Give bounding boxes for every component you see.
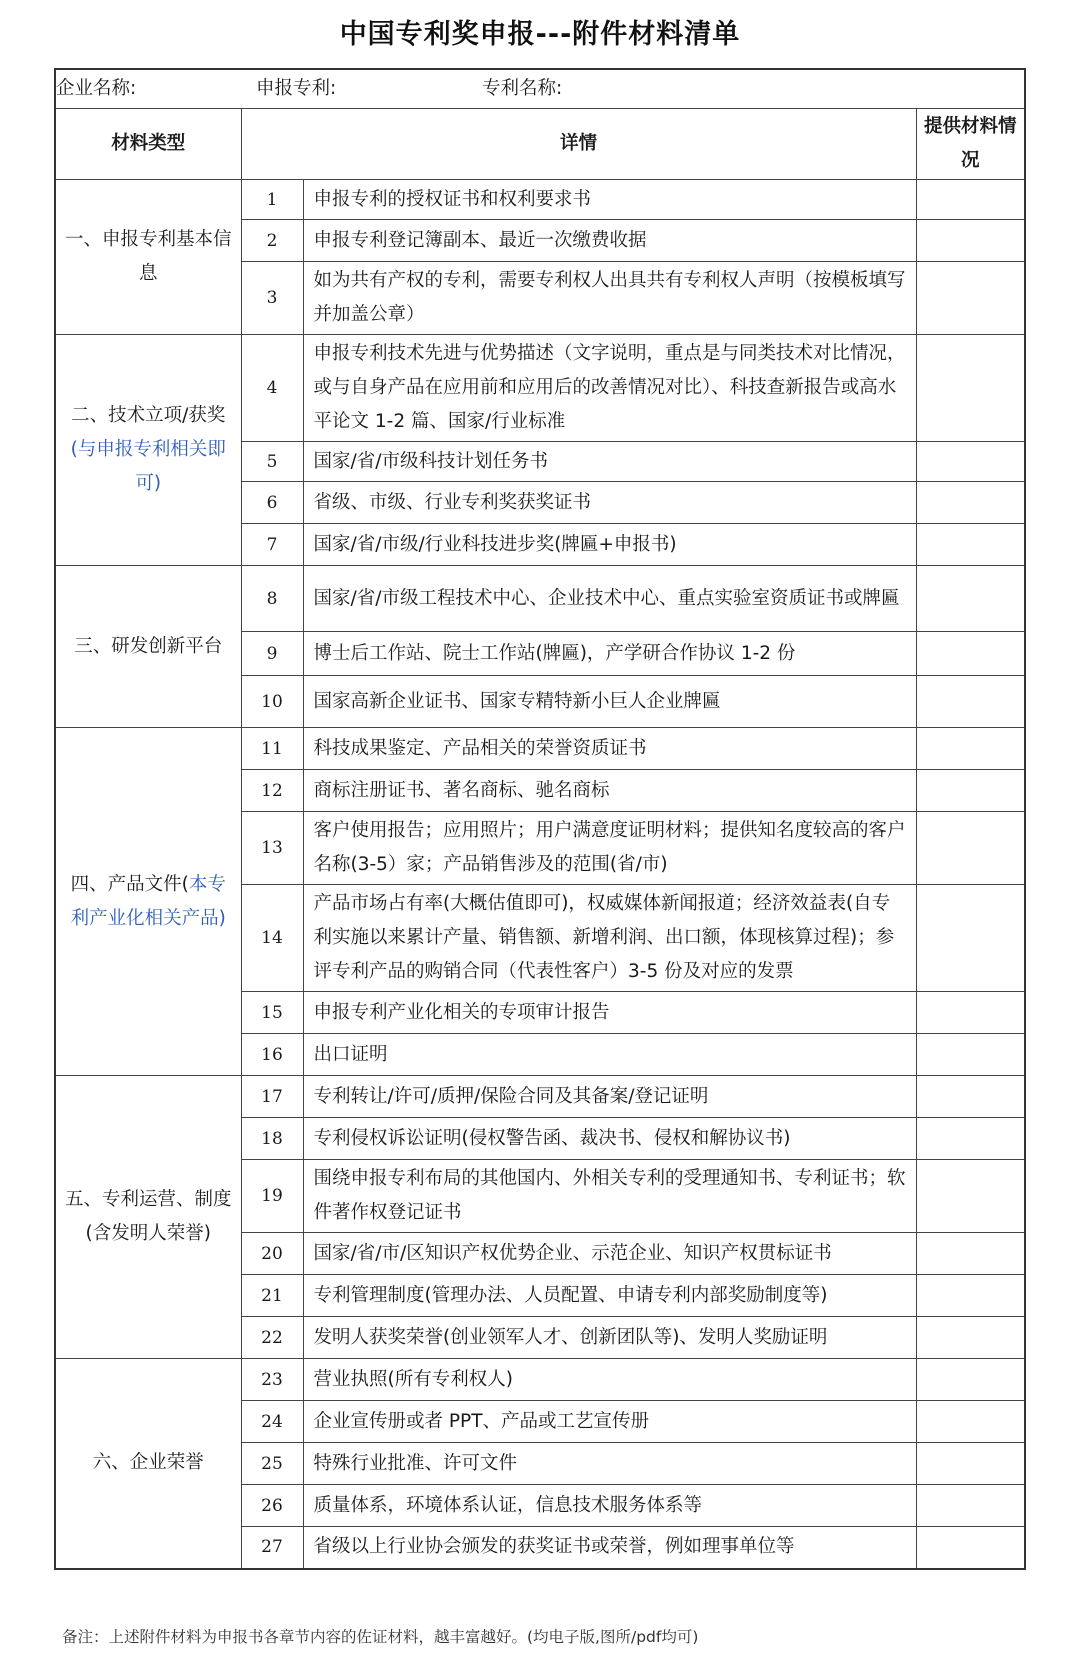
provided-status-cell[interactable] [916,1317,1025,1359]
item-number: 18 [241,1118,303,1160]
category-note: (与申报专利相关即可 [70,439,226,494]
category-note-tail: ) [218,907,226,929]
table-row [55,728,1025,770]
item-number: 13 [241,812,303,885]
category-note: 本专利产业化相关产品 [70,873,226,929]
item-detail: 质量体系，环境体系认证，信息技术服务体系等 [303,1485,916,1527]
category-cell [55,728,241,1076]
category-note-tail: ) [153,473,162,494]
provided-status-cell[interactable] [916,335,1025,442]
table-row [55,566,1025,632]
item-number: 20 [241,1233,303,1275]
item-number: 22 [241,1317,303,1359]
item-number: 3 [241,262,303,335]
item-number: 12 [241,770,303,812]
provided-status-cell[interactable] [916,1275,1025,1317]
provided-status-cell[interactable] [916,1527,1025,1569]
item-detail: 客户使用报告；应用照片；用户满意度证明材料；提供知名度较高的客户名称(3-5）家；产品销售涉及的范围(省/市) [303,812,916,885]
item-number: 24 [241,1401,303,1443]
item-detail: 专利管理制度(管理办法、人员配置、申请专利内部奖励制度等) [303,1275,916,1317]
provided-status-cell[interactable] [916,676,1025,728]
provided-status-cell[interactable] [916,262,1025,335]
page-title: 中国专利奖申报---附件材料清单 [339,19,741,50]
provided-status-cell[interactable] [916,1359,1025,1401]
category-cell [55,1076,241,1359]
item-detail: 围绕申报专利布局的其他国内、外相关专利的受理通知书、专利证书；软件著作权登记证书 [303,1160,916,1233]
item-detail: 省级以上行业协会颁发的获奖证书或荣誉，例如理事单位等 [303,1527,916,1569]
table-row [55,335,1025,442]
category-label: 五、专利运营、制度(含发明人荣誉) [64,1189,232,1244]
item-detail: 企业宣传册或者 PPT、产品或工艺宣传册 [303,1401,916,1443]
item-detail: 特殊行业批准、许可文件 [303,1443,916,1485]
category-cell [55,180,241,335]
item-detail: 商标注册证书、著名商标、驰名商标 [303,770,916,812]
item-detail: 国家高新企业证书、国家专精特新小巨人企业牌匾 [303,676,916,728]
provided-status-cell[interactable] [916,812,1025,885]
item-number: 4 [241,335,303,442]
item-detail: 科技成果鉴定、产品相关的荣誉资质证书 [303,728,916,770]
item-detail: 博士后工作站、院士工作站(牌匾)，产学研合作协议 1-2 份 [303,632,916,676]
provided-status-cell[interactable] [916,1160,1025,1233]
footnote: 备注：上述附件材料为申报书各章节内容的佐证材料，越丰富越好。(均电子版,图所/pdf均可) [62,1628,699,1646]
category-label: 三、研发创新平台 [74,635,223,657]
item-detail: 省级、市级、行业专利奖获奖证书 [303,482,916,524]
provided-status-cell[interactable] [916,770,1025,812]
item-number: 6 [241,482,303,524]
provided-status-cell[interactable] [916,1485,1025,1527]
item-number: 15 [241,992,303,1034]
item-detail: 专利侵权诉讼证明(侵权警告函、裁决书、侵权和解协议书) [303,1118,916,1160]
item-detail: 申报专利产业化相关的专项审计报告 [303,992,916,1034]
item-number: 25 [241,1443,303,1485]
header-detail: 详情 [241,109,916,180]
info-row [55,69,1025,109]
item-number: 16 [241,1034,303,1076]
item-detail: 申报专利登记簿副本、最近一次缴费收据 [303,220,916,262]
provided-status-cell[interactable] [916,482,1025,524]
item-number: 5 [241,442,303,482]
item-number: 21 [241,1275,303,1317]
item-number: 14 [241,885,303,992]
item-number: 26 [241,1485,303,1527]
provided-status-cell[interactable] [916,992,1025,1034]
item-detail: 国家/省/市/区知识产权优势企业、示范企业、知识产权贯标证书 [303,1233,916,1275]
provided-status-cell[interactable] [916,566,1025,632]
provided-status-cell[interactable] [916,632,1025,676]
item-detail: 产品市场占有率(大概估值即可)，权威媒体新闻报道；经济效益表(自专利实施以来累计产量、销售额、新增利润、出口额，体现核算过程)；参评专利产品的购销合同（代表性客户）3-5 份及对应的发票 [303,885,916,992]
category-cell [55,1359,241,1569]
provided-status-cell[interactable] [916,180,1025,220]
item-number: 1 [241,180,303,220]
provided-status-cell[interactable] [916,1401,1025,1443]
provided-status-cell[interactable] [916,728,1025,770]
item-number: 10 [241,676,303,728]
item-detail: 营业执照(所有专利权人) [303,1359,916,1401]
table-row [55,1359,1025,1401]
item-detail: 出口证明 [303,1034,916,1076]
provided-status-cell[interactable] [916,442,1025,482]
materials-table [54,68,1026,1570]
company-name-label: 企业名称: [56,78,137,99]
category-label: 六、企业荣誉 [92,1452,204,1474]
item-detail: 如为共有产权的专利，需要专利权人出具共有专利权人声明（按模板填写并加盖公章） [303,262,916,335]
item-detail: 申报专利技术先进与优势描述（文字说明，重点是与同类技术对比情况，或与自身产品在应用前和应用后的改善情况对比）、科技查新报告或高水平论文 1-2 篇、国家/行业标准 [303,335,916,442]
patent-name-label: 专利名称: [482,78,563,99]
provided-status-cell[interactable] [916,1443,1025,1485]
header-row [55,109,1025,180]
item-number: 19 [241,1160,303,1233]
item-detail: 国家/省/市级科技计划任务书 [303,442,916,482]
category-label: 一、申报专利基本信息 [64,229,232,284]
table-row [55,180,1025,220]
category-label: 二、技术立项/获奖 [71,405,226,426]
patent-label: 申报专利: [256,78,337,99]
item-number: 23 [241,1359,303,1401]
provided-status-cell[interactable] [916,1233,1025,1275]
category-cell [55,566,241,728]
item-number: 9 [241,632,303,676]
item-detail: 申报专利的授权证书和权利要求书 [303,180,916,220]
item-number: 11 [241,728,303,770]
item-number: 2 [241,220,303,262]
item-detail: 国家/省/市级/行业科技进步奖(牌匾+申报书) [303,524,916,566]
item-number: 17 [241,1076,303,1118]
item-detail: 发明人获奖荣誉(创业领军人才、创新团队等)、发明人奖励证明 [303,1317,916,1359]
header-type: 材料类型 [55,109,241,180]
provided-status-cell[interactable] [916,1034,1025,1076]
provided-status-cell[interactable] [916,885,1025,992]
item-number: 27 [241,1527,303,1569]
table-row [55,1076,1025,1118]
provided-status-cell[interactable] [916,220,1025,262]
item-detail: 国家/省/市级工程技术中心、企业技术中心、重点实验室资质证书或牌匾 [303,566,916,632]
provided-status-cell[interactable] [916,524,1025,566]
provided-status-cell[interactable] [916,1076,1025,1118]
header-status: 提供材料情况 [916,109,1025,180]
category-cell [55,335,241,566]
item-detail: 专利转让/许可/质押/保险合同及其备案/登记证明 [303,1076,916,1118]
item-number: 7 [241,524,303,566]
item-number: 8 [241,566,303,632]
provided-status-cell[interactable] [916,1118,1025,1160]
category-label: 四、产品文件( [70,873,189,895]
